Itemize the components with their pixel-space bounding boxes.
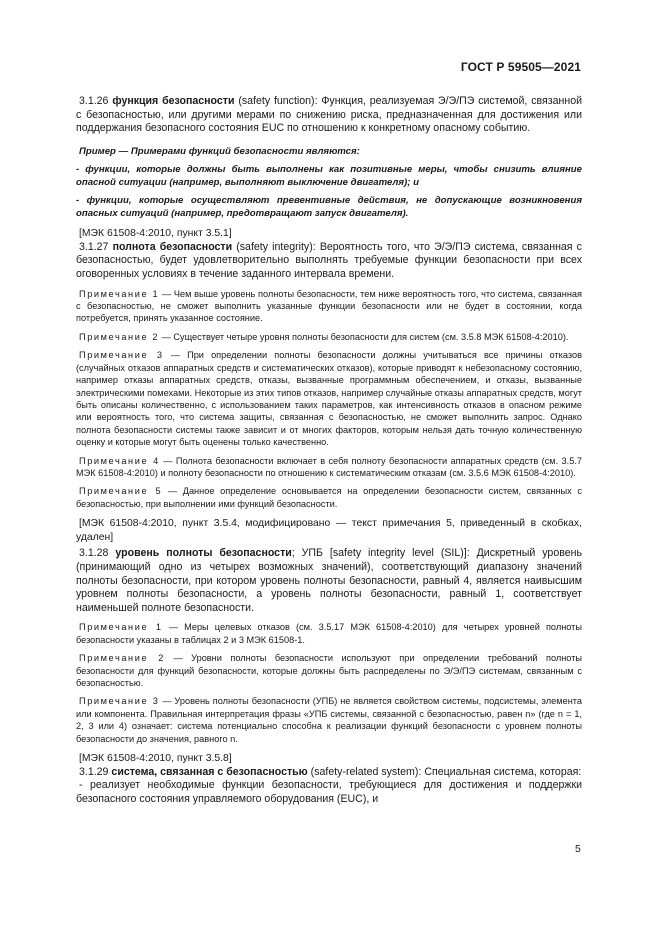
note-text: — Чем выше уровень полноты безопасности, тем ниже вероятность того, что система, связанная с безопасностью, не сможет выполнить указанные функции безопасности или не будет в состоянии, когда потребуется, принять указанное состояние. bbox=[76, 288, 582, 324]
term-title: полнота безопасности bbox=[112, 240, 233, 253]
note-label: Примечание 1 bbox=[79, 622, 163, 633]
note-label: Примечание 5 bbox=[79, 486, 163, 497]
note bbox=[76, 695, 582, 745]
note-text: — Данное определение основывается на определении безопасности систем, связанных с безопасностью, при выполнении ими функций безопасности. bbox=[76, 486, 582, 509]
clause-number: 3.1.27 bbox=[79, 240, 109, 253]
note-text: — Уровень полноты безопасности (УПБ) не является свойством системы, подсистемы, элемента или компонента. Правильная интерпретация фразы «УПБ системы, связанной с безопасностью, равен n» (где n = 1, 2, 3 или 4) означает: система потенциально способна к реализации функций безопасности с уровнем полноты безопасности до значения, равного n. bbox=[76, 696, 582, 744]
note bbox=[76, 455, 582, 480]
note-text: — Меры целевых отказов (см. 3.5.17 МЭК 61508-4:2010) для четырех уровней полноты безопасности указаны в таблицах 2 и 3 МЭК 61508-1. bbox=[76, 622, 582, 645]
page-number: 5 bbox=[575, 843, 581, 855]
note bbox=[76, 652, 582, 689]
term-english: ; УПБ [safety integrity level (SIL)]: bbox=[291, 547, 470, 560]
note bbox=[76, 349, 582, 448]
definition-text: Функция, реализуемая Э/Э/ПЭ системой, связанной с безопасностью, или другими мерами по снижению риска, предназначенная для достижения или поддержания безопасного состояния EUC по отношению к конкретному опасному событию. bbox=[76, 95, 583, 135]
definition-3-1-27 bbox=[76, 241, 582, 282]
note-label: Примечание 2 bbox=[79, 331, 160, 342]
note-text: — Существует четыре уровня полноты безопасности для систем (см. 3.5.8 МЭК 61508-4:2010). bbox=[161, 331, 569, 342]
definition-3-1-28 bbox=[76, 547, 582, 615]
note-label: Примечание 3 bbox=[79, 696, 160, 707]
source-reference: [МЭК 61508-4:2010, пункт 3.5.8] bbox=[79, 752, 232, 764]
definition-text: Дискретный уровень (принимающий одно из четырех возможных значений), соответствующий диапазону значений полноты безопасности, при котором уровень полноты безопасности, равный 4, является наивысшим уровнем полноты безопасности, а уровень полноты безопасности, равный 1, соответствует наименьшей полноте безопасности. bbox=[76, 547, 582, 614]
example-title: Пример — Примерами функций безопасности являются: bbox=[79, 145, 360, 157]
standard-designation: ГОСТ Р 59505—2021 bbox=[460, 60, 581, 74]
clause-number: 3.1.26 bbox=[79, 95, 109, 107]
definition-3-1-26 bbox=[76, 95, 582, 136]
source-reference: [МЭК 61508-4:2010, пункт 3.5.4, модифицировано — текст примечания 5, приведенный в скобках, удален] bbox=[76, 518, 582, 543]
example-item: - функции, которые должны быть выполнены как позитивные меры, чтобы снизить влияние опасной ситуации (например, выполняют выключение двигателя); и bbox=[76, 164, 582, 188]
note-label: Примечание 3 bbox=[79, 350, 164, 361]
clause-number: 3.1.29 bbox=[79, 765, 109, 778]
note bbox=[76, 485, 582, 510]
list-item: - реализует необходимые функции безопасности, требующиеся для достижения и поддержки безопасного состояния управляемого оборудования (EUC), и bbox=[76, 779, 582, 805]
note bbox=[76, 331, 582, 343]
term-title: система, связанная с безопасностью bbox=[111, 765, 308, 778]
source-reference: [МЭК 61508-4:2010, пункт 3.5.1] bbox=[79, 228, 232, 240]
example-item: - функции, которые осуществляют превентивные действия, не допускающие возникновения опасных ситуаций (например, предотвращают запуск двигателя). bbox=[76, 195, 582, 219]
page-content bbox=[76, 95, 582, 806]
note-label: Примечание 1 bbox=[79, 288, 160, 299]
note-text: — При определении полноты безопасности должны учитываться все причины отказов (случайных отказов аппаратных средств и систематических отказов), которые приводят к небезопасному состоянию, например отказы аппаратных средств, отказы, вызванные программным обеспечением, и отказы, вызванные электрическими помехами. Некоторые из этих типов отказов, например случайные отказы аппаратных средств, могут быть описаны количественно, с использованием таких параметров, как интенсивность отказов в опасном режиме или вероятность того, что система защиты, связанная с безопасностью, не сможет выполнить запрос. Однако полнота безопасности системы также зависит и от многих факторов, которым нельзя дать точную количественную оценку и которые могут быть оценены только качественно. bbox=[76, 350, 582, 448]
note-text: — Полнота безопасности включает в себя полноту безопасности аппаратных средств (см. 3.5.7 МЭК 61508-4:2010) и полноту безопасности по отношению к систематическим отказам (см. 3.5.6 МЭК 61508-4:2010). bbox=[76, 455, 582, 478]
definition-text: Вероятность того, что Э/Э/ПЭ система, связанная с безопасностью, будет удовлетворительно выполнять требуемые функции безопасности при всех оговоренных условиях в течение заданного интервала времени. bbox=[76, 240, 582, 281]
note-label: Примечание 4 bbox=[79, 455, 160, 466]
term-title: уровень полноты безопасности bbox=[115, 547, 292, 560]
definition-3-1-29 bbox=[76, 766, 582, 780]
term-english: (safety integrity): bbox=[236, 240, 316, 253]
note-text: — Уровни полноты безопасности используют при определении требований полноты безопасности для функций безопасности, которые должны быть распределены по Э/Э/ПЭ системам, связанным с безопасностью. bbox=[76, 653, 583, 688]
term-english: (safety-related system): bbox=[310, 765, 422, 778]
note bbox=[76, 621, 582, 646]
term-title: функция безопасности bbox=[112, 95, 235, 107]
clause-number: 3.1.28 bbox=[79, 547, 109, 560]
note bbox=[76, 288, 582, 325]
note-label: Примечание 2 bbox=[79, 653, 165, 664]
term-english: (safety function): bbox=[238, 95, 318, 107]
definition-text: Специальная система, которая: bbox=[424, 765, 582, 778]
